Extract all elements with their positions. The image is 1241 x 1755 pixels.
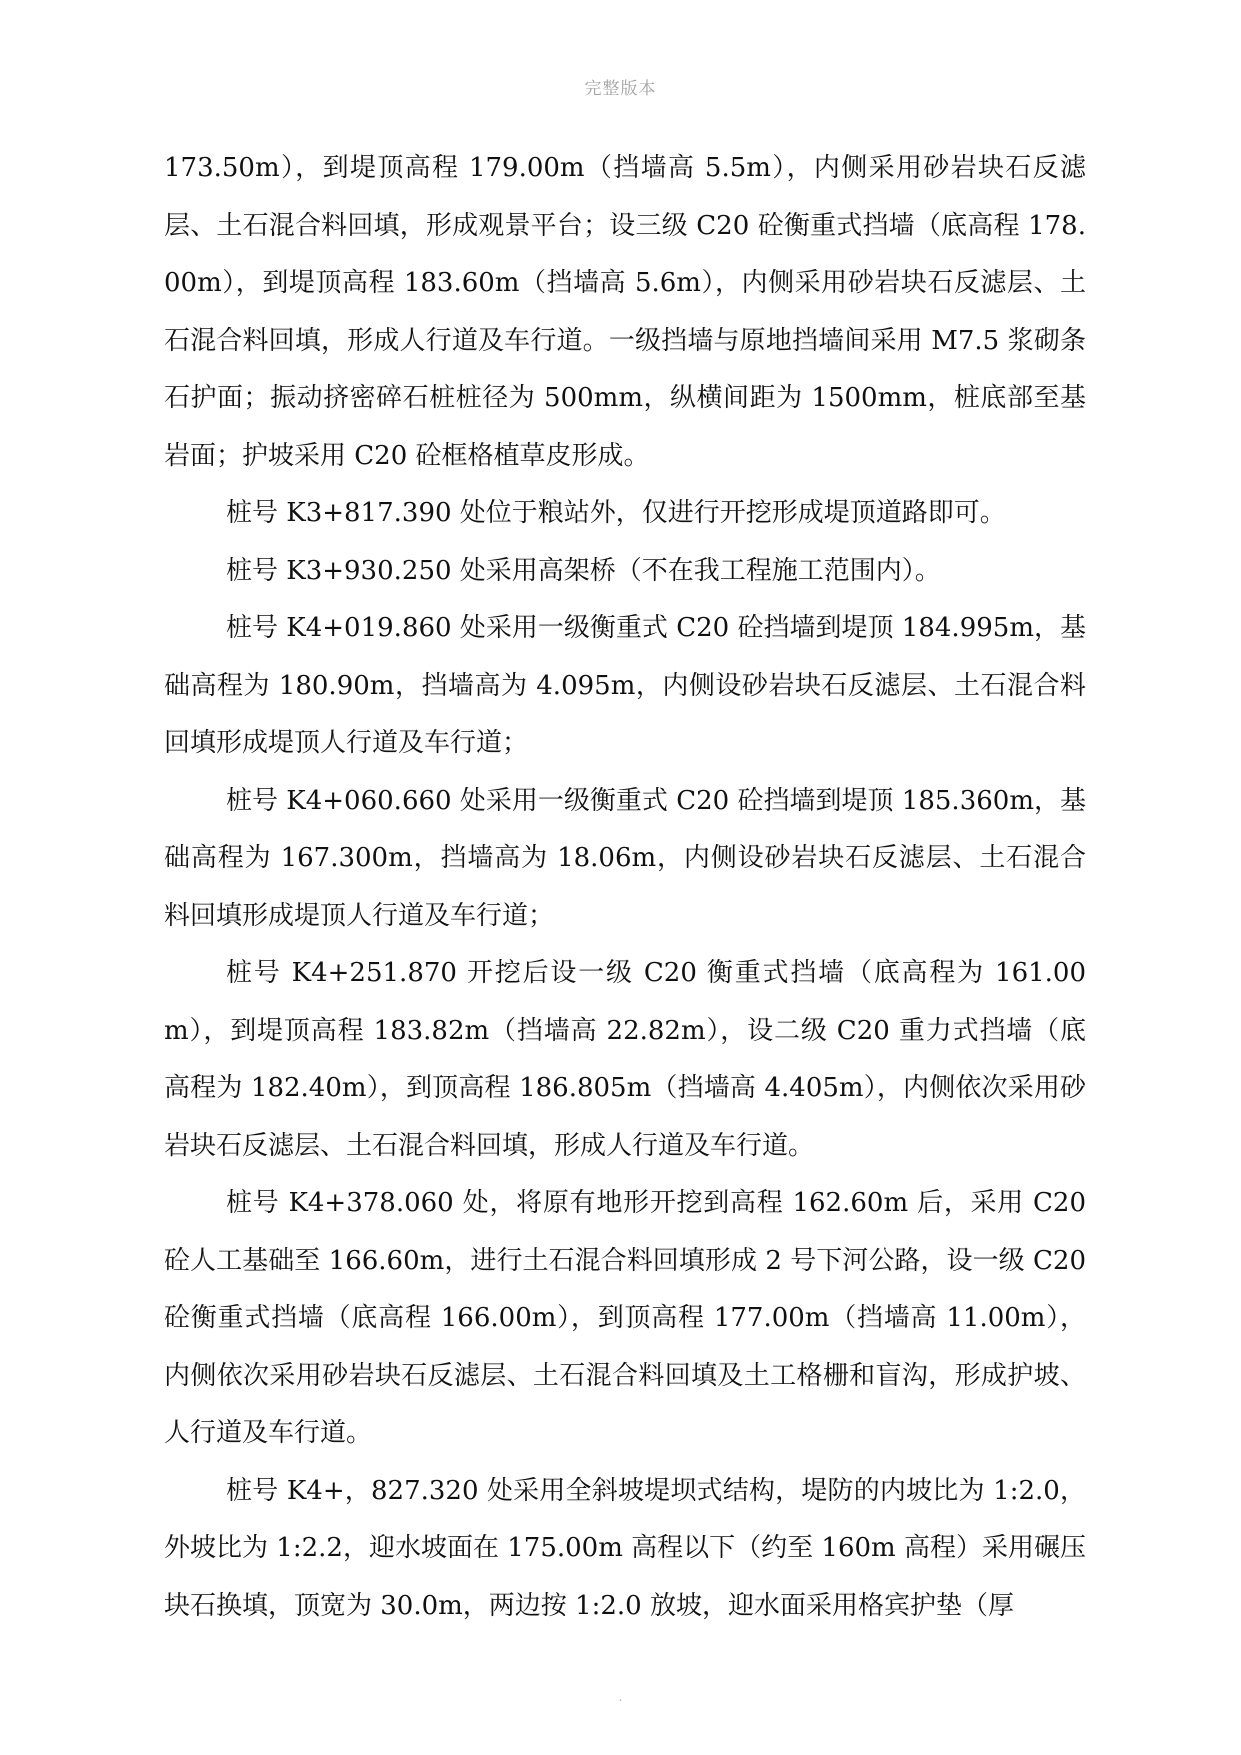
- page-header-title: 完整版本: [584, 79, 657, 99]
- paragraph-6: 桩号 K4+251.870 开挖后设一级 C20 衡重式挡墙（底高程为 161.00m），到堤顶高程 183.82m（挡墙高 22.82m），设二级 C20 重力式挡墙（底高程为 182.40m），到顶高程 186.805m（挡墙高 4.405m），内侧依次采用砂岩块石反滤层、土石混合料回填，形成人行道及车行道。: [164, 958, 1086, 1161]
- paragraph-3: 桩号 K3+930.250 处采用高架桥（不在我工程施工范围内）。: [226, 555, 941, 586]
- document-body: [164, 140, 1086, 1635]
- paragraph-7: 桩号 K4+378.060 处，将原有地形开挖到高程 162.60m 后，采用 C20 砼人工基础至 166.60m，进行土石混合料回填形成 2 号下河公路，设一级 C20 砼衡重式挡墙（底高程 166.00m），到顶高程 177.00m（挡墙高 11.00m），内侧依次采用砂岩块石反滤层、土石混合料回填及土工格栅和盲沟，形成护坡、人行道及车行道。: [164, 1188, 1086, 1448]
- paragraph-8: 桩号 K4+，827.320 处采用全斜坡堤坝式结构，堤防的内坡比为 1:2.0，外坡比为 1:2.2，迎水坡面在 175.00m 高程以下（约至 160m 高程）采用碾压块石换填，顶宽为 30.0m，两边按 1:2.0 放坡，迎水面采用格宾护垫（厚: [164, 1475, 1086, 1621]
- paragraph-4: 桩号 K4+019.860 处采用一级衡重式 C20 砼挡墙到堤顶 184.995m，基础高程为 180.90m，挡墙高为 4.095m，内侧设砂岩块石反滤层、土石混合料回填形成堤顶人行道及车行道；: [164, 613, 1086, 758]
- paragraph-5: 桩号 K4+060.660 处采用一级衡重式 C20 砼挡墙到堤顶 185.360m，基础高程为 167.300m，挡墙高为 18.06m，内侧设砂岩块石反滤层、土石混合料回填形成堤顶人行道及车行道；: [164, 785, 1086, 931]
- paragraph-1: 173.50m），到堤顶高程 179.00m（挡墙高 5.5m），内侧采用砂岩块石反滤层、土石混合料回填，形成观景平台；设三级 C20 砼衡重式挡墙（底高程 178.00m），到堤顶高程 183.60m（挡墙高 5.6m），内侧采用砂岩块石反滤层、土石混合料回填，形成人行道及车行道。一级挡墙与原地挡墙间采用 M7.5 浆砌条石护面；振动挤密碎石桩桩径为 500mm，纵横间距为 1500mm，桩底部至基岩面；护坡采用 C20 砼框格植草皮形成。: [164, 153, 1086, 471]
- page-footer-mark: .: [618, 1690, 623, 1704]
- paragraph-2: 桩号 K3+817.390 处位于粮站外，仅进行开挖形成堤顶道路即可。: [226, 498, 1006, 528]
